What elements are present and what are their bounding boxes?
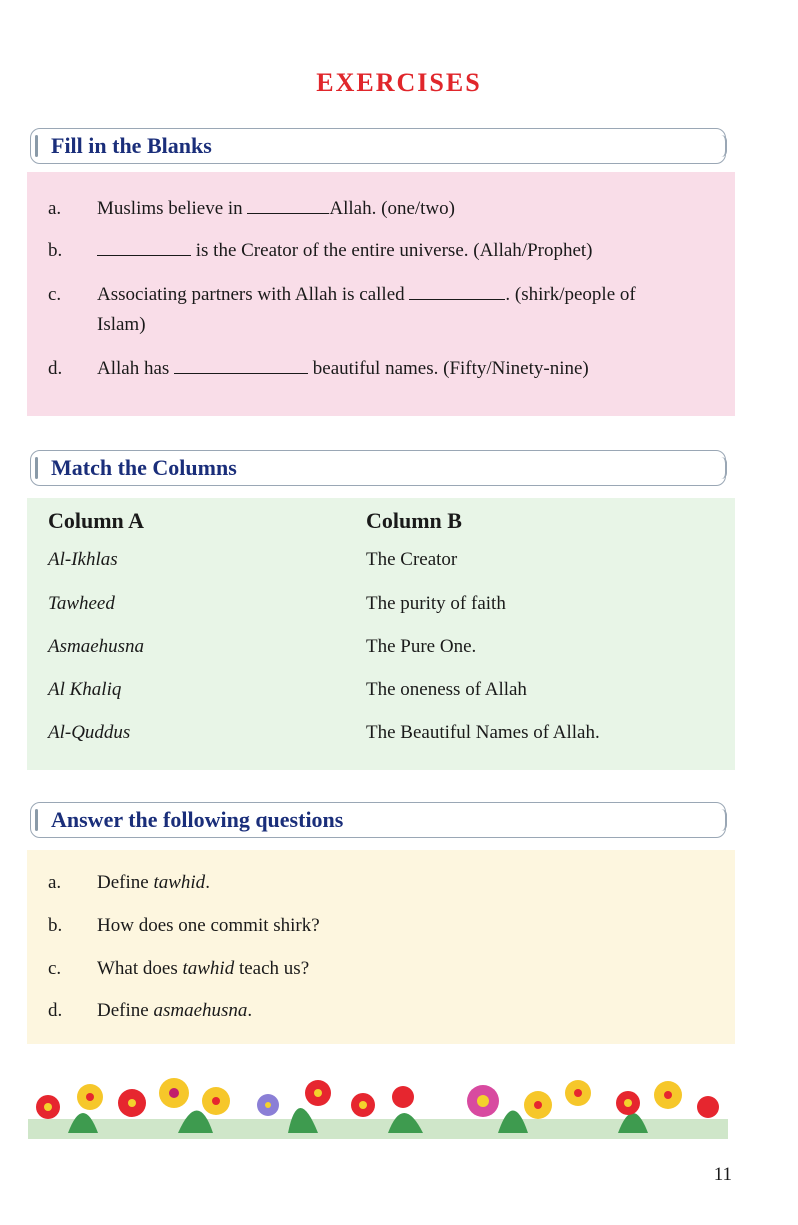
column-b-title: Column B <box>366 508 462 533</box>
match-columns-title: Match the Columns <box>51 455 237 480</box>
column-b-item: The purity of faith <box>366 593 506 614</box>
column-a-title: Column A <box>48 508 144 533</box>
column-b-item: The Pure One. <box>366 636 477 657</box>
question-italic: asmaehusna <box>153 1000 248 1021</box>
column-a-item: Tawheed <box>48 593 115 614</box>
answer-blank[interactable] <box>174 355 308 374</box>
question-italic: tawhid <box>153 872 206 893</box>
item-letter: c. <box>48 284 62 305</box>
question-italic: tawhid <box>182 958 235 979</box>
question-tail: teach us? <box>234 958 310 979</box>
blank-text-before: Muslims believe in <box>97 198 243 219</box>
blank-text-after: Allah. (one/two) <box>329 198 455 219</box>
column-a-item: Al Khaliq <box>48 679 122 700</box>
blank-text-before: Allah has <box>97 358 170 379</box>
page-title: EXERCISES <box>316 68 482 97</box>
fill-blanks-header <box>30 128 726 164</box>
column-a-item: Al-Ikhlas <box>48 549 118 570</box>
question-tail: . <box>247 1000 253 1021</box>
column-a-item: Asmaehusna <box>48 636 145 657</box>
match-columns-header <box>30 450 726 486</box>
flower-decoration <box>36 1078 719 1119</box>
item-letter: a. <box>48 198 62 219</box>
questions-title: Answer the following questions <box>51 807 344 832</box>
item-letter: d. <box>48 1000 63 1021</box>
question-text: Define <box>97 1000 154 1021</box>
column-a-item: Al-Quddus <box>48 722 131 743</box>
flower-border-illustration <box>28 1063 728 1143</box>
answer-blank[interactable] <box>409 281 505 300</box>
page-number: 11 <box>713 1164 732 1185</box>
answer-blank[interactable] <box>247 195 329 214</box>
answer-blank[interactable] <box>97 237 191 256</box>
item-letter: b. <box>48 240 63 261</box>
blank-text-before: Associating partners with Allah is called <box>97 284 405 305</box>
item-letter: a. <box>48 872 62 893</box>
blank-text-line2: Islam) <box>97 314 146 335</box>
item-letter: b. <box>48 915 63 936</box>
column-b-item: The oneness of Allah <box>366 679 527 700</box>
question-text: Define <box>97 872 154 893</box>
blank-text-after: is the Creator of the entire universe. (Allah/Prophet) <box>195 240 593 261</box>
question-text: How does one commit shirk? <box>97 915 320 936</box>
item-letter: c. <box>48 958 62 979</box>
blank-text-after: . (shirk/people of <box>505 284 636 305</box>
column-b-item: The Creator <box>366 549 458 570</box>
item-letter: d. <box>48 358 63 379</box>
question-tail: . <box>205 872 210 893</box>
column-b-item: The Beautiful Names of Allah. <box>366 722 600 743</box>
fill-blanks-title: Fill in the Blanks <box>51 133 212 158</box>
questions-header <box>30 802 726 838</box>
blank-text-after: beautiful names. (Fifty/Ninety-nine) <box>312 358 589 379</box>
question-text: What does <box>97 958 183 979</box>
